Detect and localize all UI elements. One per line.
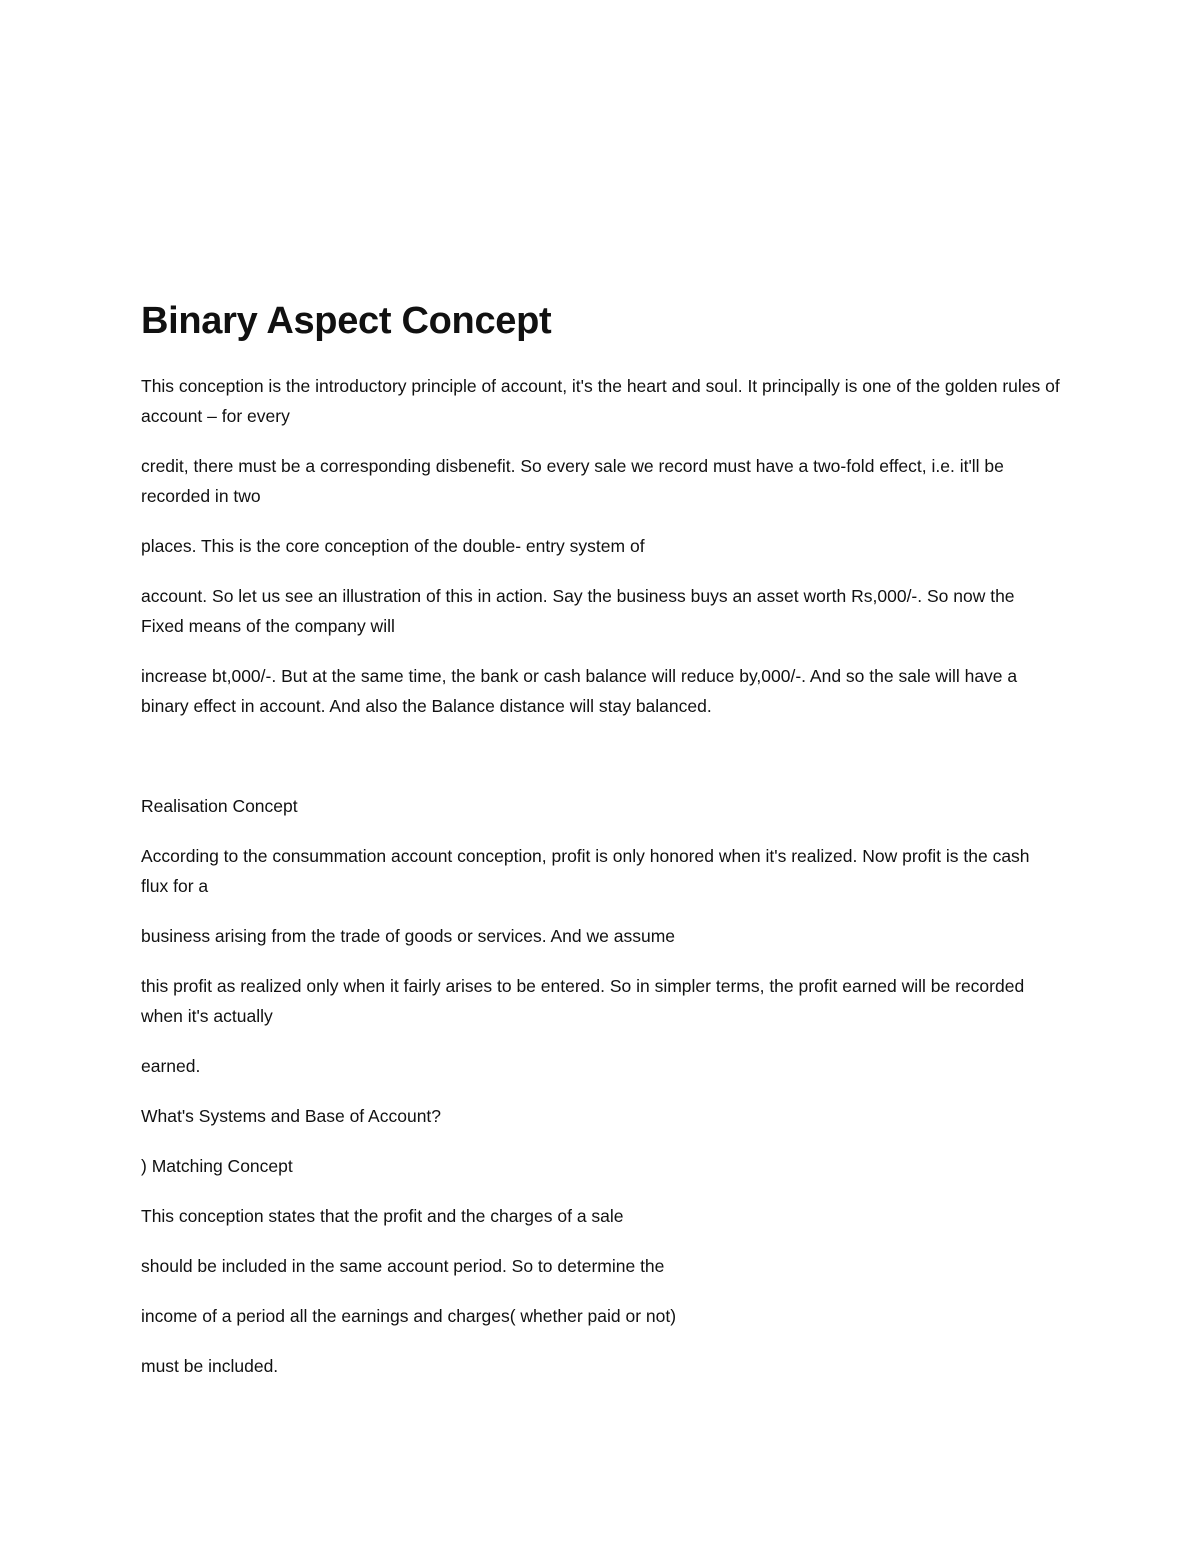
paragraph-increase: increase bt,000/-. But at the same time, the bank or cash balance will reduce by,000/-. And so the sale will have a binary effect in account. And also the Balance distance will stay balanced. xyxy=(141,666,1018,716)
paragraph-binary-intro: This conception is the introductory principle of account, it's the heart and soul. It principally is one of the golden rules of account – for every xyxy=(141,376,1060,426)
paragraph-account-illustration: account. So let us see an illustration of this in action. Say the business buys an asset worth Rs,000/-. So now the Fixed means of the company will xyxy=(141,586,1015,636)
paragraph-matching-intro: This conception states that the profit and the charges of a sale xyxy=(141,1206,624,1226)
paragraph-credit: credit, there must be a corresponding disbenefit. So every sale we record must have a two-fold effect, i.e. it'll be recorded in two xyxy=(141,456,1004,506)
paragraph-same-period: should be included in the same account period. So to determine the xyxy=(141,1256,665,1276)
paragraph-profit-realized: this profit as realized only when it fairly arises to be entered. So in simpler terms, the profit earned will be recorded when it's actually xyxy=(141,976,1025,1026)
heading-matching-concept: ) Matching Concept xyxy=(141,1156,293,1176)
paragraph-must-include: must be included. xyxy=(141,1356,279,1376)
heading-systems-base: What's Systems and Base of Account? xyxy=(141,1106,442,1126)
paragraph-places: places. This is the core conception of the double- entry system of xyxy=(141,536,645,556)
paragraph-earned: earned. xyxy=(141,1056,201,1076)
paragraph-income-period: income of a period all the earnings and charges( whether paid or not) xyxy=(141,1306,677,1326)
paragraph-realisation-intro: According to the consummation account conception, profit is only honored when it's realized. Now profit is the cash flux for a xyxy=(141,846,1030,896)
paragraph-business: business arising from the trade of goods or services. And we assume xyxy=(141,926,676,946)
heading-realisation-concept: Realisation Concept xyxy=(141,796,298,816)
page-title: Binary Aspect Concept xyxy=(141,300,552,342)
